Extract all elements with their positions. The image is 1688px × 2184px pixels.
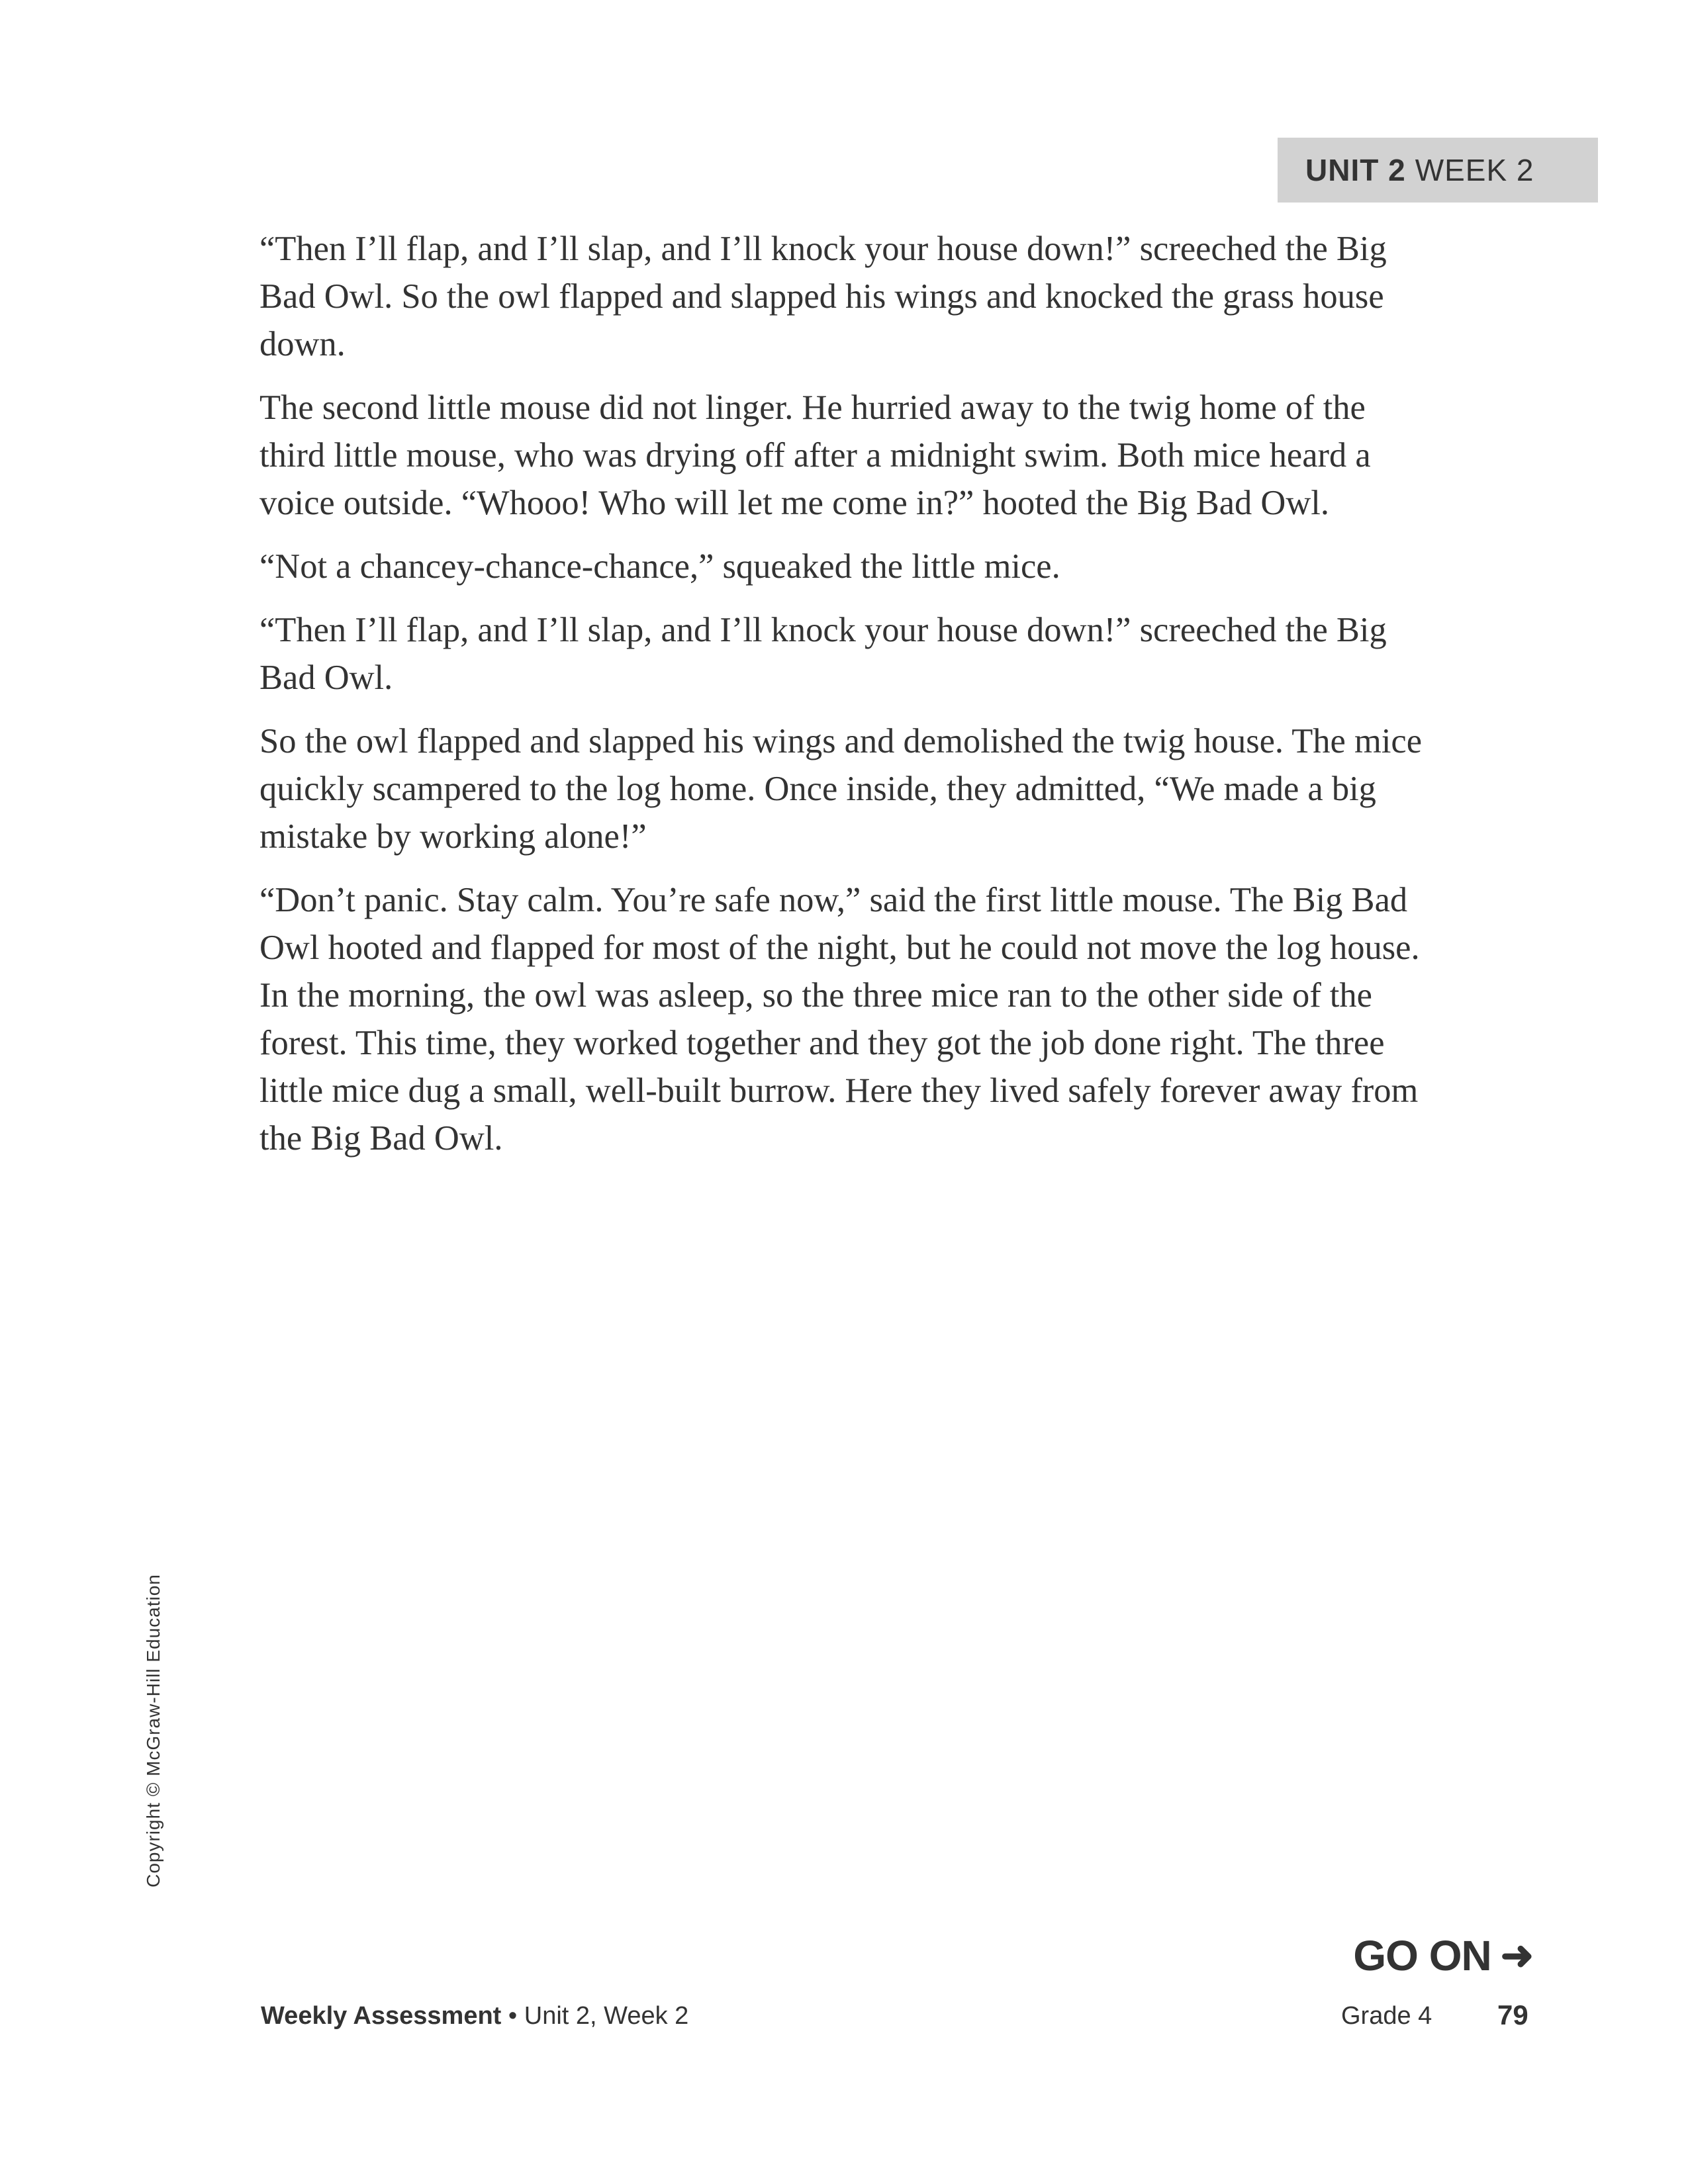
- footer-grade: Grade 4: [1341, 2002, 1432, 2030]
- go-on-label: GO ON: [1353, 1932, 1491, 1979]
- page-number: 79: [1497, 1999, 1528, 2030]
- story-paragraph: “Don’t panic. Stay calm. You’re safe now,” said the first little mouse. The Big Bad Owl hooted and flapped for most of the night, but he could not move the log house. In the morning, the owl was asleep, so the three mice ran to the other side of the forest. This time, they worked together and they got the job done right. The three little mice dug a small, well-built burrow. Here they lived safely forever away from the Big Bad Owl.: [259, 881, 1420, 1158]
- footer-separator: •: [508, 2002, 518, 2030]
- story-paragraph: “Then I’ll flap, and I’ll slap, and I’ll knock your house down!” screeched the Big Bad Owl.: [259, 611, 1387, 697]
- unit-week-tab: [1278, 138, 1598, 203]
- copyright-notice: Copyright © McGraw-Hill Education: [143, 1574, 164, 1888]
- story-paragraph: “Not a chancey-chance-chance,” squeaked the little mice.: [259, 547, 1060, 586]
- week-label: WEEK 2: [1415, 153, 1534, 187]
- footer-title: [261, 2002, 688, 2030]
- story-paragraph: “Then I’ll flap, and I’ll slap, and I’ll knock your house down!” screeched the Big Bad Owl. So the owl flapped and slapped his wings and knocked the grass house down.: [259, 230, 1387, 363]
- arrow-right-icon: ➜: [1500, 1933, 1533, 1978]
- story-paragraph: So the owl flapped and slapped his wings and demolished the twig house. The mice quickly scampered to the log home. Once inside, they admitted, “We made a big mistake by working alone!”: [259, 722, 1423, 856]
- story-text: [259, 225, 1438, 1178]
- footer-assessment-title: Weekly Assessment: [261, 2002, 502, 2030]
- go-on-indicator: [1353, 1931, 1533, 1980]
- story-paragraph: The second little mouse did not linger. He hurried away to the twig home of the third little mouse, who was drying off after a midnight swim. Both mice heard a voice outside. “Whooo! Who will let me come in?” hooted the Big Bad Owl.: [259, 388, 1371, 522]
- footer-unit-week: Unit 2, Week 2: [524, 2002, 689, 2030]
- unit-label: UNIT 2: [1305, 153, 1406, 187]
